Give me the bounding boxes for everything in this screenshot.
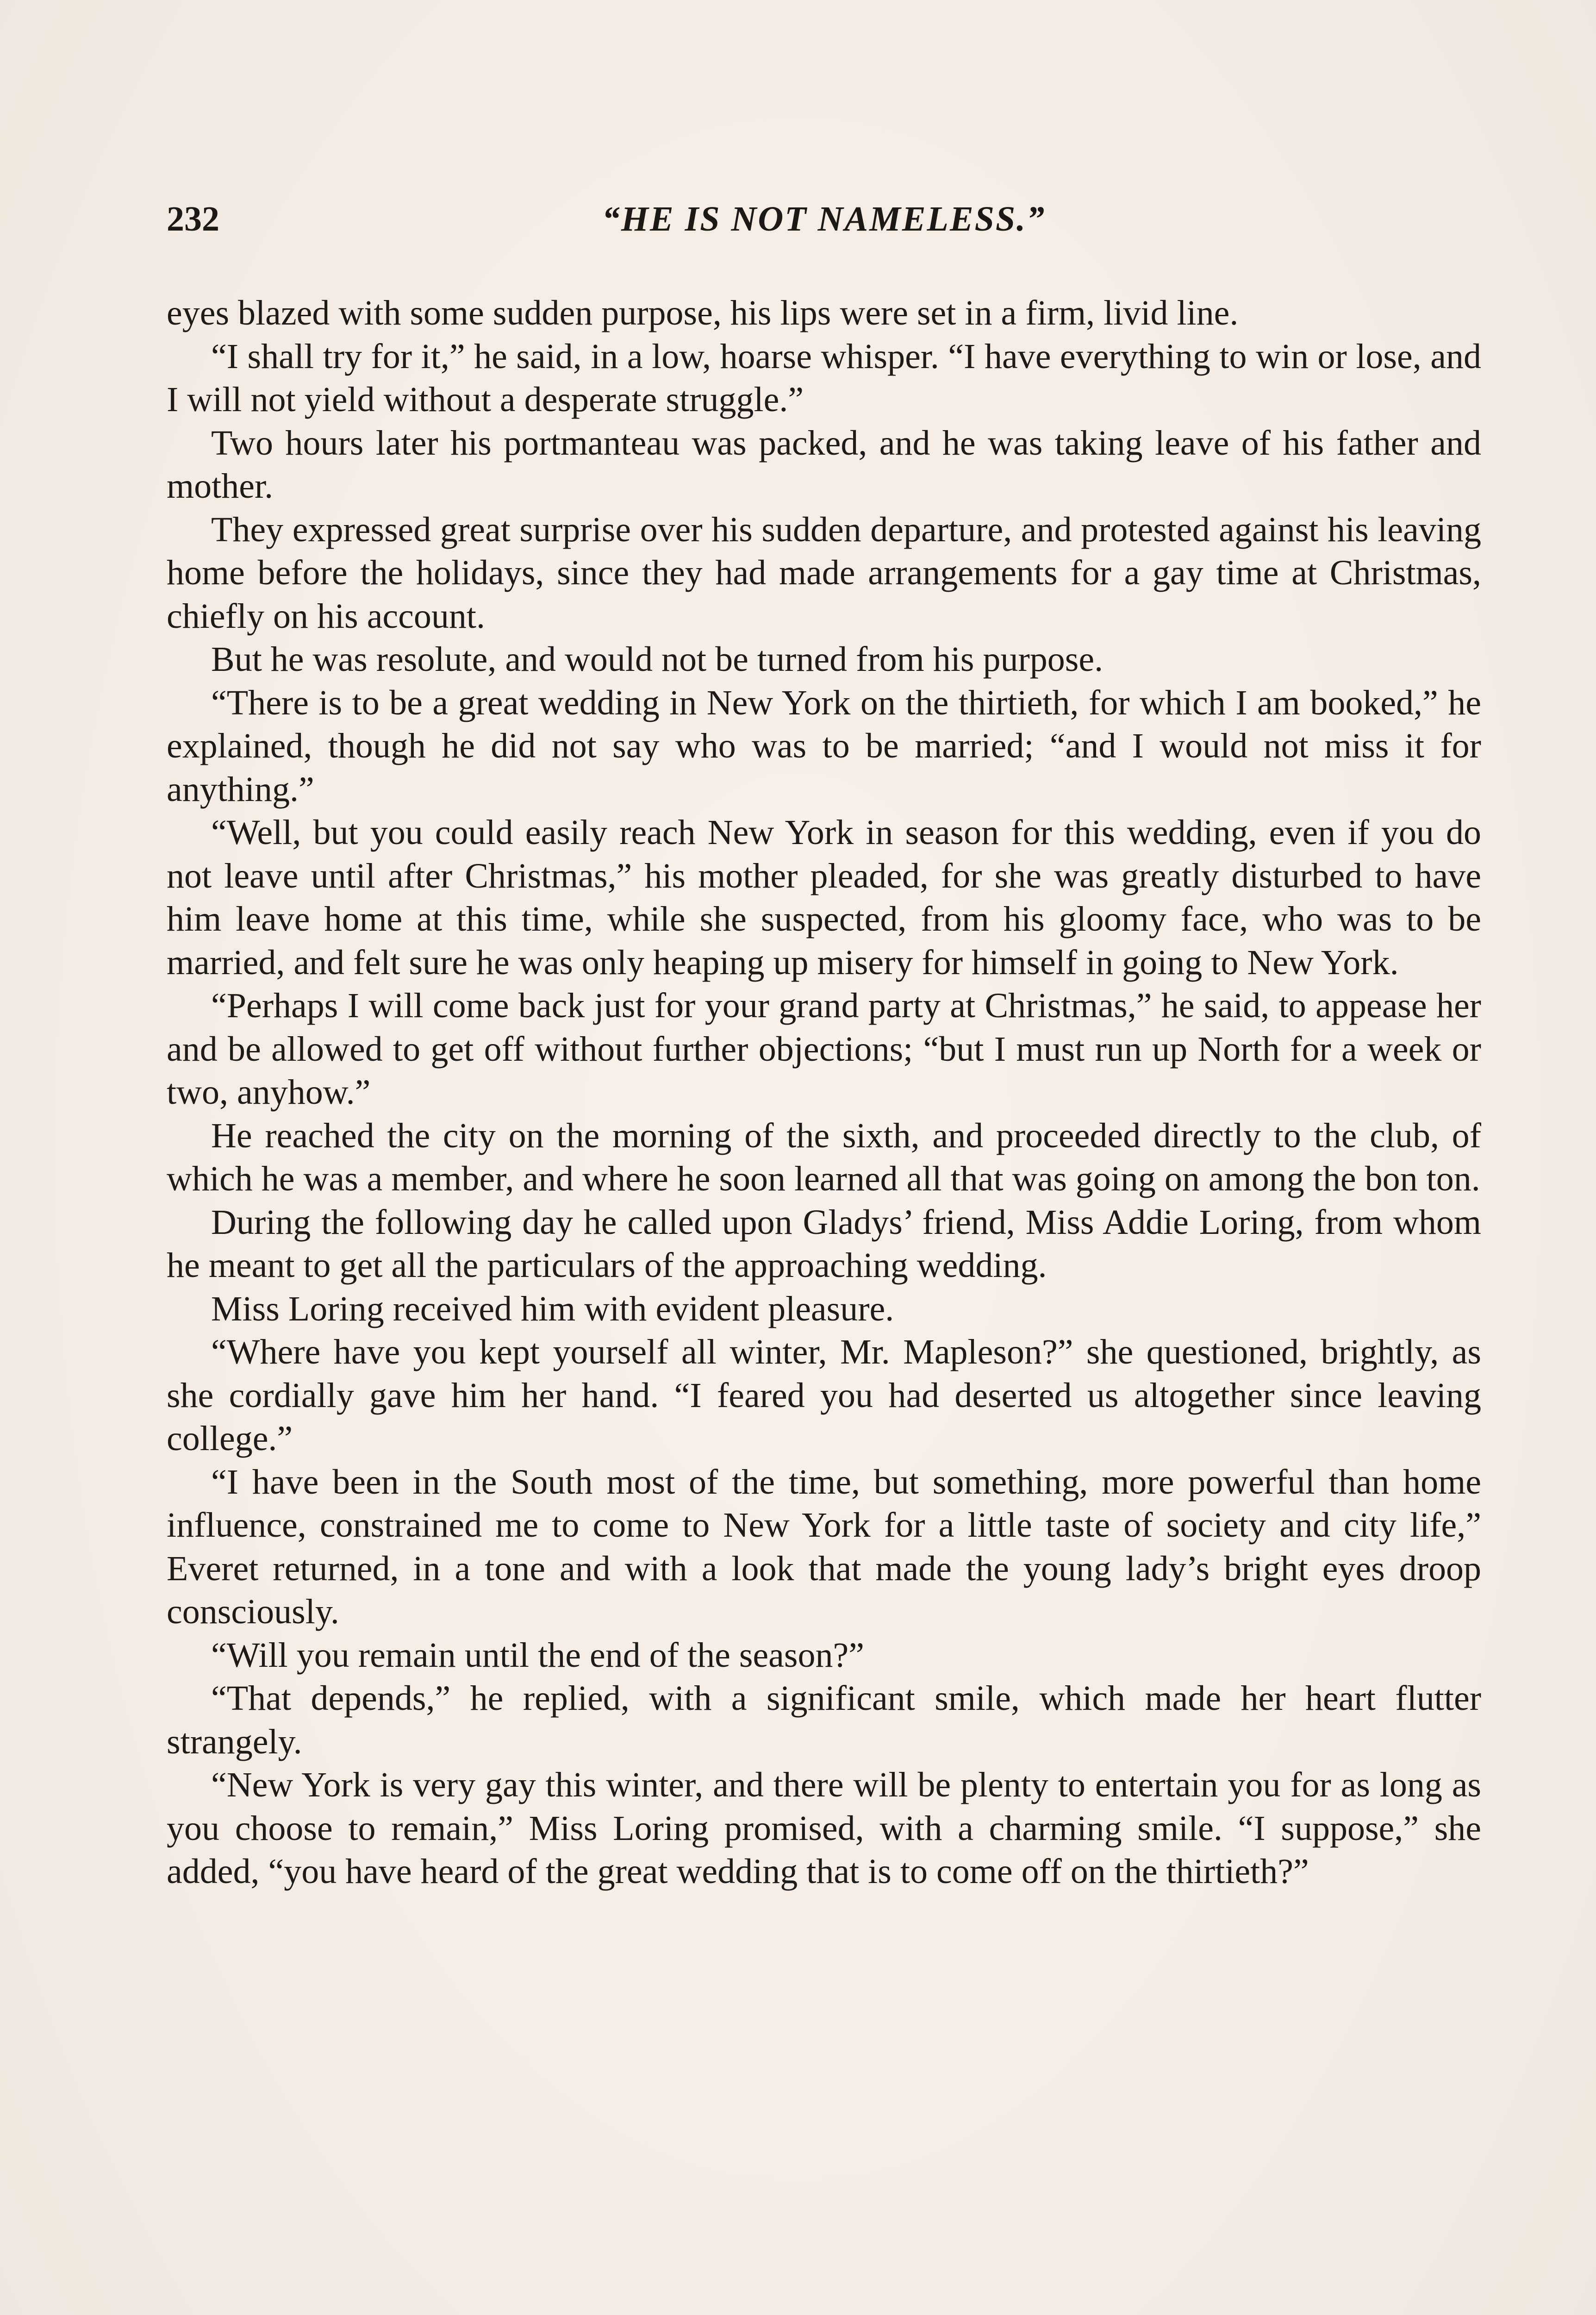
paragraph: “Will you remain until the end of the season?” [211,1635,864,1675]
page-header [167,199,1481,255]
body-text [167,292,1481,1894]
paragraph: He reached the city on the morning of the sixth, and proceeded directly to the club, of which he was a member, and where he soon learned all that was going on among the bon ton. [167,1116,1481,1198]
page-number: 232 [167,200,219,238]
paragraph: Miss Loring received him with evident pleasure. [211,1289,894,1328]
running-title: “HE IS NOT NAMELESS.” [602,200,1046,238]
paragraph: They expressed great surprise over his sudden departure, and protested against his leaving home before the holidays, since they had made arrangements for a gay time at Christmas, chiefly on his account. [167,510,1481,636]
paragraph: “Well, but you could easily reach New York in season for this wedding, even if you do not leave until after Christmas,” his mother pleaded, for she was greatly disturbed to have him leave home at this time, while she suspected, from his gloomy face, who was to be married, and felt sure he was only heaping up misery for himself in going to New York. [167,813,1481,982]
paragraph: Two hours later his portmanteau was packed, and he was taking leave of his father and mother. [167,423,1481,506]
paragraph: “New York is very gay this winter, and there will be plenty to entertain you for as long as you choose to remain,” Miss Loring promised, with a charming smile. “I suppose,” she added, “you have heard of the great wedding that is to come off on the thirtieth?” [167,1765,1481,1891]
paragraph: “Perhaps I will come back just for your grand party at Christmas,” he said, to appease her and be allowed to get off without further objections; “but I must run up North for a week or two, anyhow.” [167,986,1481,1112]
paragraph: During the following day he called upon Gladys’ friend, Miss Addie Loring, from whom he meant to get all the particulars of the approaching wedding. [167,1202,1481,1285]
paragraph: eyes blazed with some sudden purpose, his lips were set in a firm, livid line. [167,294,1239,332]
paragraph: “Where have you kept yourself all winter, Mr. Mapleson?” she questioned, brightly, as she cordially gave him her hand. “I feared you had deserted us altogether since leaving college.” [167,1333,1481,1458]
paragraph: “There is to be a great wedding in New York on the thirtieth, for which I am booked,” he explained, though he did not say who was to be married; “and I would not miss it for anything.” [167,683,1481,809]
paragraph: “I shall try for it,” he said, in a low, hoarse whisper. “I have everything to win or lose, and I will not yield without a desperate struggle.” [167,337,1481,419]
paragraph: But he was resolute, and would not be turned from his purpose. [211,640,1103,679]
paragraph: “That depends,” he replied, with a significant smile, which made her heart flutter strangely. [167,1679,1481,1761]
paragraph: “I have been in the South most of the time, but something, more powerful than home influence, constrained me to come to New York for a little taste of society and city life,” Everet returned, in a tone and with a look that made the young lady’s bright eyes droop consciously. [167,1462,1481,1631]
